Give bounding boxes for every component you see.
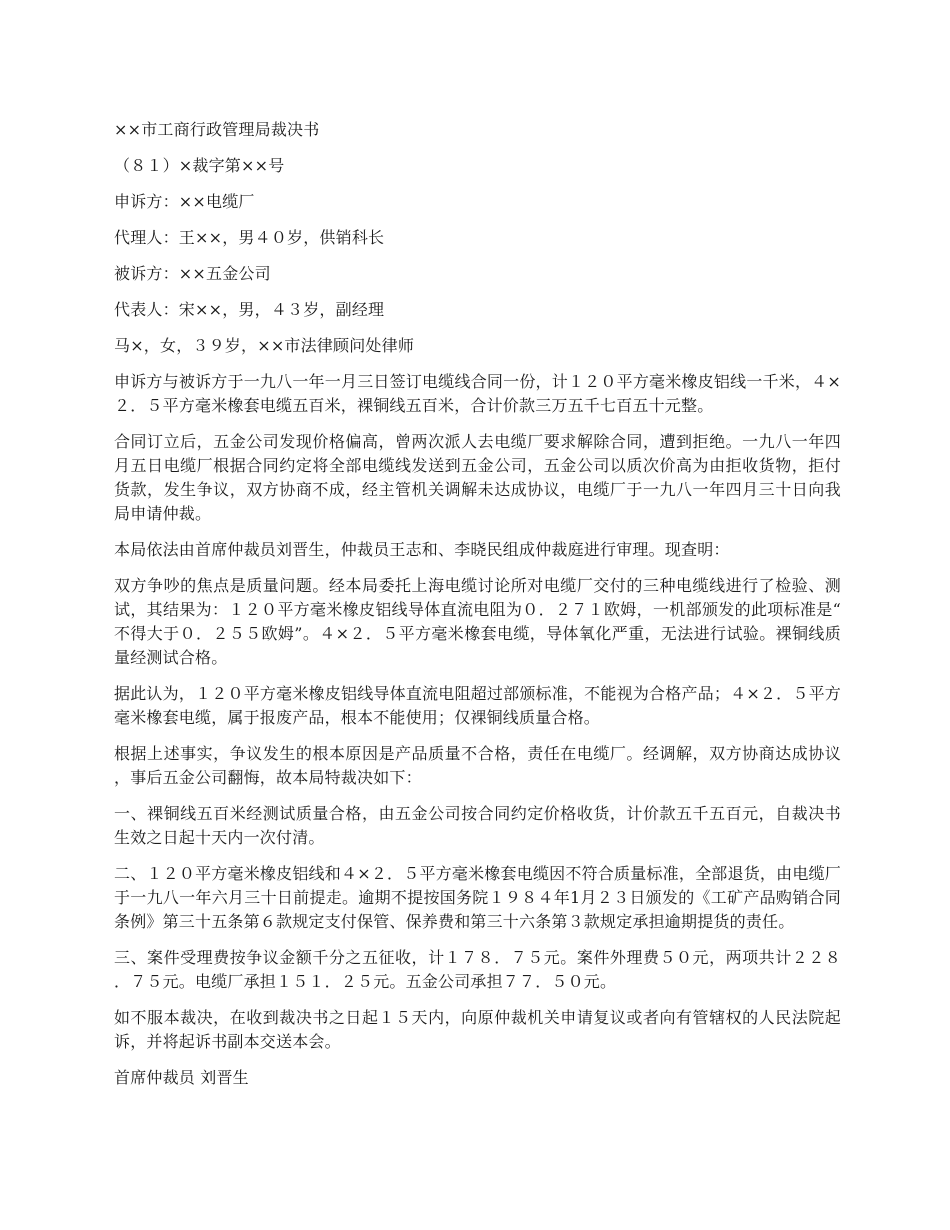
document-title: ××市工商行政管理局裁决书 xyxy=(114,120,320,139)
paragraph-tribunal: 本局依法由首席仲裁员刘晋生，仲裁员王志和、李晓民组成仲裁庭进行审理。现查明： xyxy=(114,540,730,559)
appellant: 申诉方：××电缆厂 xyxy=(114,192,255,211)
document-body xyxy=(114,118,841,1102)
respondent-lawyer: 马×，女，３９岁，××市法律顾问处律师 xyxy=(114,336,415,355)
case-number: （８１）×裁字第××号 xyxy=(114,156,285,175)
appellant-agent: 代理人：王××，男４０岁，供销科长 xyxy=(114,228,385,247)
paragraph-dispute: 合同订立后，五金公司发现价格偏高，曾两次派人去电缆厂要求解除合同，遭到拒绝。一九八一年四月五日电缆厂根据合同约定将全部电缆线发送到五金公司，五金公司以质次价高为由拒收货物，拒付货款，发生争议，双方协商不成，经主管机关调解未达成协议，电缆厂于一九八一年四月三十日向我局申请仲裁。 xyxy=(114,432,841,523)
signature: 首席仲裁员 刘晋生 xyxy=(114,1068,249,1087)
respondent: 被诉方：××五金公司 xyxy=(114,264,271,283)
paragraph-conclusion: 据此认为，１２０平方毫米橡皮铝线导体直流电阻超过部颁标准，不能视为合格产品；４×２．５平方毫米橡套电缆，属于报废产品，根本不能使用；仅裸铜线质量合格。 xyxy=(114,684,841,727)
paragraph-appeal: 如不服本裁决，在收到裁决书之日起１５天内，向原仲裁机关申请复议或者向有管辖权的人民法院起诉，并将起诉书副本交送本会。 xyxy=(114,1008,841,1051)
paragraph-findings: 双方争吵的焦点是质量问题。经本局委托上海电缆讨论所对电缆厂交付的三种电缆线进行了检验、测试，其结果为：１２０平方毫米橡皮铝线导体直流电阻为０．２７１欧姆，一机部颁发的此项标准是“不得大于０．２５５欧姆”。４×２．５平方毫米橡套电缆，导体氧化严重，无法进行试验。裸铜线质量经测试合格。 xyxy=(114,576,841,667)
ruling-item-1: 一、裸铜线五百米经测试质量合格，由五金公司按合同约定价格收货，计价款五千五百元，自裁决书生效之日起十天内一次付清。 xyxy=(114,804,841,847)
paragraph-cause: 根据上述事实，争议发生的根本原因是产品质量不合格，责任在电缆厂。经调解，双方协商达成协议，事后五金公司翻悔，故本局特裁决如下： xyxy=(114,744,841,787)
paragraph-contract: 申诉方与被诉方于一九八一年一月三日签订电缆线合同一份，计１２０平方毫米橡皮铝线一千米，４×２．５平方毫米橡套电缆五百米，裸铜线五百米，合计价款三万五千七百五十元整。 xyxy=(114,372,841,415)
respondent-representative: 代表人：宋××，男，４３岁，副经理 xyxy=(114,300,385,319)
ruling-item-2: 二、１２０平方毫米橡皮铝线和４×２．５平方毫米橡套电缆因不符合质量标准，全部退货，由电缆厂于一九八一年六月三十日前提走。逾期不提按国务院１９８４年1月２３日颁发的《工矿产品购销合同条例》第三十五条第６款规定支付保管、保养费和第三十六条第３款规定承担逾期提货的责任。 xyxy=(114,864,841,931)
ruling-item-3: 三、案件受理费按争议金额千分之五征收，计１７８．７５元。案件外理费５０元，两项共计２２８．７５元。电缆厂承担１５１．２５元。五金公司承担７７．５０元。 xyxy=(114,948,841,991)
